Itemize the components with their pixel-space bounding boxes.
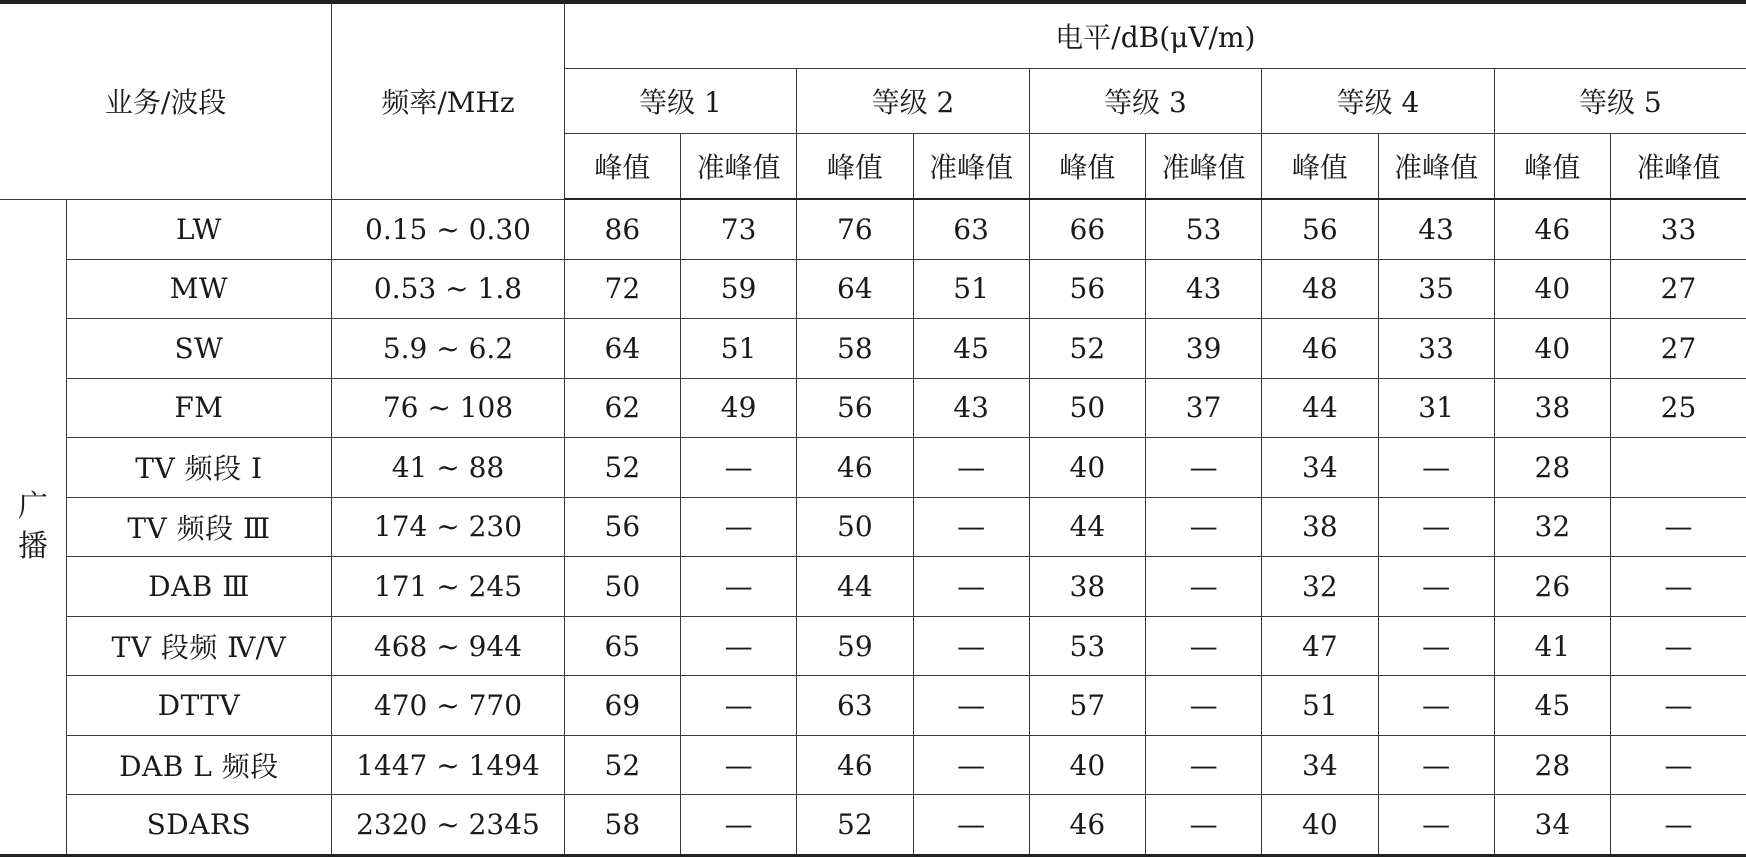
peak-value-cell: 38 <box>1262 497 1378 557</box>
quasi-peak-value-cell: 63 <box>913 199 1029 259</box>
quasi-peak-value-cell: — <box>1146 557 1262 617</box>
peak-value-cell: 44 <box>797 557 913 617</box>
peak-value-cell: 41 <box>1494 616 1610 676</box>
frequency-cell: 5.9 ~ 6.2 <box>332 319 565 379</box>
service-cell: TV 频段 Ⅲ <box>66 497 332 557</box>
peak-value-cell: 34 <box>1494 795 1610 856</box>
quasi-peak-value-cell: 35 <box>1378 259 1494 319</box>
quasi-peak-value-cell: — <box>1611 735 1746 795</box>
frequency-cell: 0.15 ~ 0.30 <box>332 199 565 259</box>
quasi-peak-value-cell: 51 <box>913 259 1029 319</box>
service-cell: DAB Ⅲ <box>66 557 332 617</box>
quasi-peak-value-cell: — <box>913 497 1029 557</box>
quasi-peak-value-cell: — <box>681 438 797 498</box>
quasi-peak-value-cell: — <box>681 557 797 617</box>
quasi-peak-value-cell: — <box>1611 795 1746 856</box>
peak-value-cell: 50 <box>564 557 680 617</box>
quasi-peak-value-cell: — <box>913 438 1029 498</box>
quasi-peak-value-cell: — <box>1378 795 1494 856</box>
frequency-cell: 2320 ~ 2345 <box>332 795 565 856</box>
peak-header: 峰值 <box>797 134 913 200</box>
peak-value-cell: 48 <box>1262 259 1378 319</box>
peak-value-cell: 26 <box>1494 557 1610 617</box>
frequency-cell: 468 ~ 944 <box>332 616 565 676</box>
peak-value-cell: 52 <box>564 438 680 498</box>
quasi-peak-value-cell: — <box>1611 497 1746 557</box>
peak-value-cell: 28 <box>1494 438 1610 498</box>
quasi-peak-value-cell: — <box>1611 557 1746 617</box>
peak-value-cell: 46 <box>1029 795 1145 856</box>
quasi-peak-value-cell: 43 <box>913 378 1029 438</box>
peak-value-cell: 52 <box>797 795 913 856</box>
peak-value-cell: 40 <box>1262 795 1378 856</box>
grade-header-4: 等级 4 <box>1262 69 1495 134</box>
quasi-peak-value-cell: — <box>1378 676 1494 736</box>
table-row <box>0 735 1746 795</box>
peak-value-cell: 62 <box>564 378 680 438</box>
service-cell: DTTV <box>66 676 332 736</box>
table-row <box>0 795 1746 856</box>
quasi-peak-header: 准峰值 <box>1611 134 1746 200</box>
peak-value-cell: 66 <box>1029 199 1145 259</box>
peak-value-cell: 40 <box>1029 735 1145 795</box>
quasi-peak-value-cell: 59 <box>681 259 797 319</box>
service-band-header: 业务/波段 <box>0 2 332 199</box>
table-row <box>0 319 1746 379</box>
quasi-peak-header: 准峰值 <box>1146 134 1262 200</box>
quasi-peak-value-cell: 25 <box>1611 378 1746 438</box>
peak-value-cell: 58 <box>797 319 913 379</box>
peak-value-cell: 56 <box>1029 259 1145 319</box>
peak-value-cell: 86 <box>564 199 680 259</box>
service-cell: DAB L 频段 <box>66 735 332 795</box>
peak-value-cell: 38 <box>1494 378 1610 438</box>
quasi-peak-value-cell: — <box>913 795 1029 856</box>
group-label-broadcast: 广 播 <box>0 199 66 856</box>
quasi-peak-value-cell: 53 <box>1146 199 1262 259</box>
table-row <box>0 557 1746 617</box>
peak-value-cell: 58 <box>564 795 680 856</box>
peak-value-cell: 69 <box>564 676 680 736</box>
grade-header-5: 等级 5 <box>1494 69 1746 134</box>
peak-value-cell: 64 <box>564 319 680 379</box>
quasi-peak-value-cell: 43 <box>1378 199 1494 259</box>
peak-value-cell: 28 <box>1494 735 1610 795</box>
quasi-peak-value-cell: 33 <box>1611 199 1746 259</box>
frequency-cell: 1447 ~ 1494 <box>332 735 565 795</box>
table-row <box>0 259 1746 319</box>
quasi-peak-value-cell: — <box>681 497 797 557</box>
quasi-peak-value-cell: — <box>1146 795 1262 856</box>
peak-value-cell: 38 <box>1029 557 1145 617</box>
quasi-peak-value-cell: 73 <box>681 199 797 259</box>
peak-value-cell: 51 <box>1262 676 1378 736</box>
quasi-peak-value-cell: 45 <box>913 319 1029 379</box>
service-cell: SW <box>66 319 332 379</box>
service-cell: SDARS <box>66 795 332 856</box>
peak-header: 峰值 <box>564 134 680 200</box>
quasi-peak-value-cell: — <box>1146 676 1262 736</box>
quasi-peak-value-cell: 37 <box>1146 378 1262 438</box>
peak-value-cell: 40 <box>1494 259 1610 319</box>
peak-value-cell: 52 <box>1029 319 1145 379</box>
table-row <box>0 438 1746 498</box>
level-header: 电平/dB(μV/m) <box>564 2 1746 69</box>
peak-value-cell: 32 <box>1262 557 1378 617</box>
quasi-peak-value-cell: — <box>681 795 797 856</box>
frequency-cell: 0.53 ~ 1.8 <box>332 259 565 319</box>
peak-value-cell: 63 <box>797 676 913 736</box>
quasi-peak-value-cell: — <box>1146 735 1262 795</box>
peak-value-cell: 44 <box>1262 378 1378 438</box>
peak-value-cell: 47 <box>1262 616 1378 676</box>
frequency-cell: 171 ~ 245 <box>332 557 565 617</box>
peak-value-cell: 34 <box>1262 735 1378 795</box>
quasi-peak-header: 准峰值 <box>681 134 797 200</box>
service-cell: TV 频段 Ⅰ <box>66 438 332 498</box>
peak-value-cell: 76 <box>797 199 913 259</box>
table-row <box>0 497 1746 557</box>
peak-header: 峰值 <box>1494 134 1610 200</box>
quasi-peak-value-cell: — <box>913 616 1029 676</box>
peak-value-cell: 59 <box>797 616 913 676</box>
table-body <box>0 199 1746 856</box>
quasi-peak-value-cell: — <box>1378 616 1494 676</box>
service-cell: FM <box>66 378 332 438</box>
quasi-peak-value-cell: — <box>1146 616 1262 676</box>
peak-value-cell: 46 <box>1494 199 1610 259</box>
quasi-peak-value-cell: — <box>1378 735 1494 795</box>
table-row <box>0 616 1746 676</box>
frequency-cell: 41 ~ 88 <box>332 438 565 498</box>
grade-header-1: 等级 1 <box>564 69 797 134</box>
peak-value-cell: 46 <box>797 438 913 498</box>
quasi-peak-value-cell: — <box>913 557 1029 617</box>
quasi-peak-value-cell: 31 <box>1378 378 1494 438</box>
peak-value-cell: 50 <box>797 497 913 557</box>
quasi-peak-value-cell: 39 <box>1146 319 1262 379</box>
service-cell: MW <box>66 259 332 319</box>
grade-header-3: 等级 3 <box>1029 69 1262 134</box>
frequency-cell: 76 ~ 108 <box>332 378 565 438</box>
peak-value-cell: 40 <box>1029 438 1145 498</box>
peak-value-cell: 46 <box>797 735 913 795</box>
quasi-peak-value-cell: 27 <box>1611 259 1746 319</box>
frequency-cell: 470 ~ 770 <box>332 676 565 736</box>
peak-value-cell: 64 <box>797 259 913 319</box>
peak-value-cell: 45 <box>1494 676 1610 736</box>
quasi-peak-value-cell: 27 <box>1611 319 1746 379</box>
peak-value-cell: 32 <box>1494 497 1610 557</box>
peak-value-cell: 44 <box>1029 497 1145 557</box>
table-row <box>0 676 1746 736</box>
quasi-peak-value-cell: 49 <box>681 378 797 438</box>
quasi-peak-value-cell <box>1611 438 1746 498</box>
table-row <box>0 378 1746 438</box>
peak-value-cell: 52 <box>564 735 680 795</box>
table-header <box>0 2 1746 199</box>
peak-header: 峰值 <box>1029 134 1145 200</box>
quasi-peak-value-cell: — <box>1378 557 1494 617</box>
quasi-peak-value-cell: 33 <box>1378 319 1494 379</box>
quasi-peak-value-cell: — <box>681 676 797 736</box>
peak-value-cell: 72 <box>564 259 680 319</box>
frequency-cell: 174 ~ 230 <box>332 497 565 557</box>
quasi-peak-value-cell: — <box>681 616 797 676</box>
peak-value-cell: 56 <box>797 378 913 438</box>
peak-value-cell: 40 <box>1494 319 1610 379</box>
grade-header-2: 等级 2 <box>797 69 1030 134</box>
quasi-peak-value-cell: — <box>1611 676 1746 736</box>
peak-value-cell: 56 <box>564 497 680 557</box>
service-cell: TV 段频 Ⅳ/Ⅴ <box>66 616 332 676</box>
frequency-header: 频率/MHz <box>332 2 565 199</box>
quasi-peak-header: 准峰值 <box>1378 134 1494 200</box>
peak-value-cell: 57 <box>1029 676 1145 736</box>
quasi-peak-value-cell: — <box>913 676 1029 736</box>
peak-value-cell: 50 <box>1029 378 1145 438</box>
peak-value-cell: 53 <box>1029 616 1145 676</box>
peak-header: 峰值 <box>1262 134 1378 200</box>
peak-value-cell: 34 <box>1262 438 1378 498</box>
table-row <box>0 199 1746 259</box>
quasi-peak-value-cell: — <box>681 735 797 795</box>
peak-value-cell: 65 <box>564 616 680 676</box>
quasi-peak-value-cell: — <box>913 735 1029 795</box>
service-cell: LW <box>66 199 332 259</box>
quasi-peak-value-cell: — <box>1378 438 1494 498</box>
quasi-peak-value-cell: 43 <box>1146 259 1262 319</box>
quasi-peak-value-cell: — <box>1378 497 1494 557</box>
quasi-peak-value-cell: — <box>1146 438 1262 498</box>
peak-value-cell: 46 <box>1262 319 1378 379</box>
quasi-peak-value-cell: 51 <box>681 319 797 379</box>
quasi-peak-header: 准峰值 <box>913 134 1029 200</box>
quasi-peak-value-cell: — <box>1611 616 1746 676</box>
peak-value-cell: 56 <box>1262 199 1378 259</box>
quasi-peak-value-cell: — <box>1146 497 1262 557</box>
